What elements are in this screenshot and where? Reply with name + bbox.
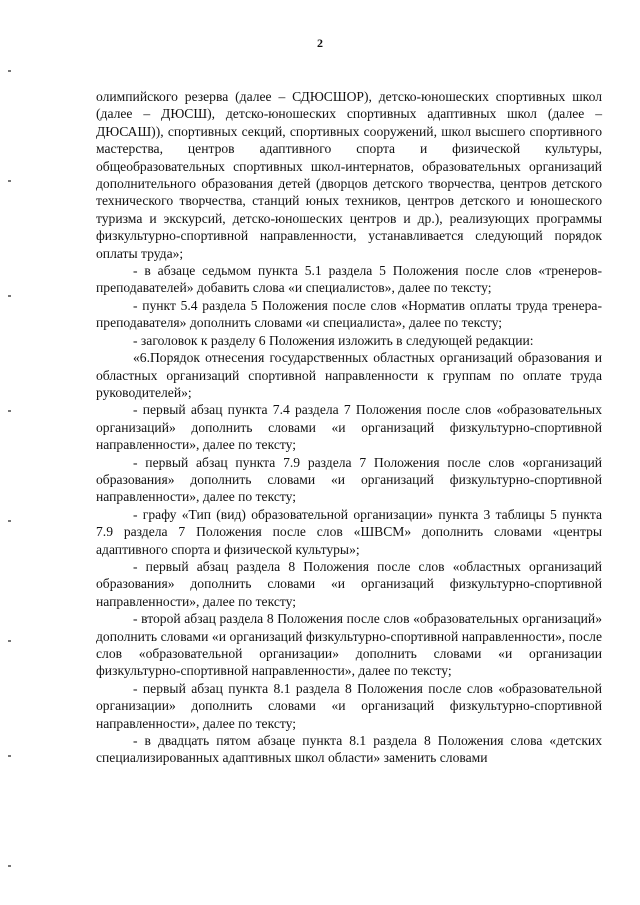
scan-mark [8, 70, 11, 72]
scan-mark [8, 755, 11, 757]
paragraph-item: - первый абзац пункта 7.4 раздела 7 Положения после слов «образовательных организаций» дополнить словами «и организаций физкультурно-спортивной направленности», далее по тексту; [96, 402, 602, 453]
paragraph-continuation: олимпийского резерва (далее – СДЮСШОР), детско-юношеских спортивных школ (далее – ДЮСШ), детско-юношеских спортивных адаптивных школ (далее – ДЮСАШ)), спортивных секций, спортивных сооружений, школ высшего спортивного мастерства, центров адаптивного спорта и физической культуры, общеобразовательных спортивных школ-интернатов, образовательных организаций дополнительного образования детей (дворцов детского творчества, центров детского технического творчества, станций юных техников, центров детского и юношеского туризма и экскурсий, детско-юношеских центров и др.), реализующих программы физкультурно-спортивной направленности, устанавливается следующий порядок оплаты труда»; [96, 89, 602, 261]
paragraph-item: - пункт 5.4 раздела 5 Положения после слов «Норматив оплаты труда тренера-преподавателя» дополнить словами «и специалиста», далее по тексту; [96, 297, 602, 331]
scan-mark [8, 640, 11, 642]
paragraph-item: - в абзаце седьмом пункта 5.1 раздела 5 Положения после слов «тренеров-преподавателей» добавить слова «и специалистов», далее по тексту; [96, 263, 602, 296]
document-body [96, 88, 602, 767]
paragraph-item: - заголовок к разделу 6 Положения изложить в следующей редакции: [133, 332, 534, 348]
scan-mark [8, 180, 11, 182]
paragraph-item: - первый абзац пункта 7.9 раздела 7 Положения после слов «организаций образования» дополнить словами «и организаций физкультурно-спортивной направленности», далее по тексту; [96, 454, 602, 505]
scan-margin-marks [0, 0, 20, 905]
paragraph-item: - второй абзац раздела 8 Положения после слов «образовательных организаций» дополнить словами «и организаций физкультурно-спортивной направленности», после слов «образовательной организации» дополнить словами «и организации физкультурно-спортивной направленности», далее по тексту; [96, 611, 602, 679]
scan-mark [8, 520, 11, 522]
scan-mark [8, 410, 11, 412]
scan-mark [8, 865, 11, 867]
paragraph-item: - первый абзац пункта 8.1 раздела 8 Положения после слов «образовательной организации» дополнить словами «и организаций физкультурно-спортивной направленности», далее по тексту; [96, 680, 602, 731]
paragraph-item: - графу «Тип (вид) образовательной организации» пункта 3 таблицы 5 пункта 7.9 раздела 7 Положения после слов «ШВСМ» дополнить словами «центры адаптивного спорта и физической культуры»; [96, 506, 602, 557]
paragraph-quote: «6.Порядок отнесения государственных областных организаций образования и областных организаций спортивной направленности к группам по оплате труда руководителей»; [96, 350, 602, 400]
paragraph-item: - первый абзац раздела 8 Положения после слов «областных организаций образования» дополнить словами «и организаций физкультурно-спортивной направленности», далее по тексту; [96, 558, 602, 609]
page-number: 2 [317, 36, 323, 50]
paragraph-item: - в двадцать пятом абзаце пункта 8.1 раздела 8 Положения слова «детских специализированных адаптивных школ области» заменить словами [96, 733, 602, 766]
scan-mark [8, 295, 11, 297]
